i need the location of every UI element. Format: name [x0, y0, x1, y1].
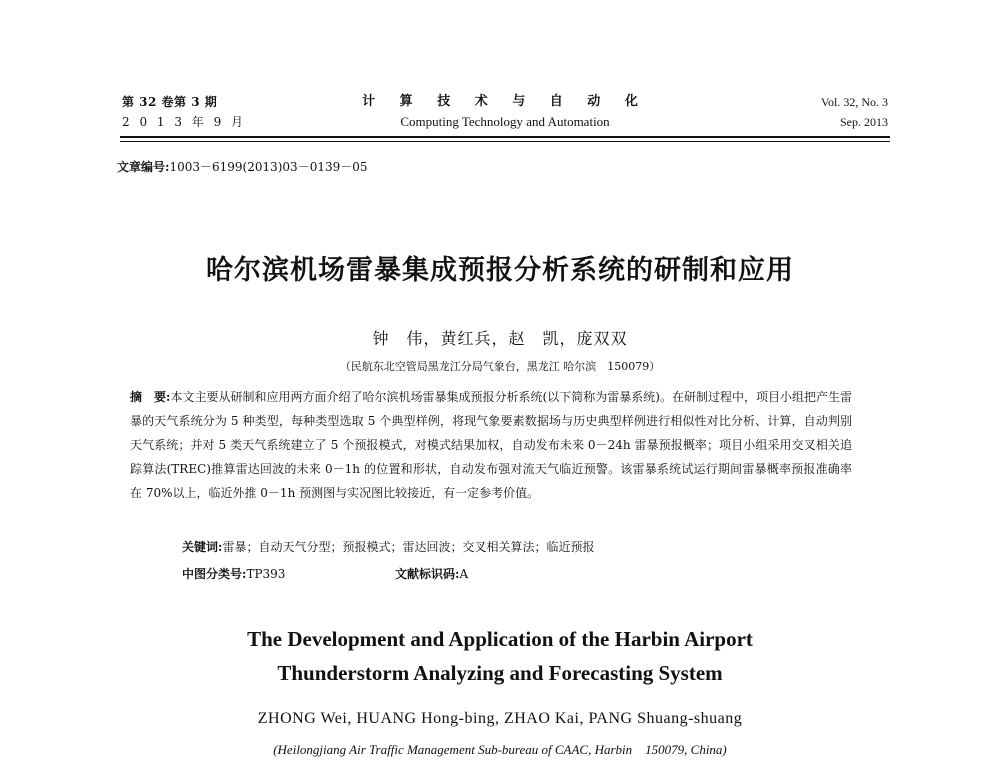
classification-number — [182, 565, 285, 582]
paper-title-en-line2: Thunderstorm Analyzing and Forecasting System — [277, 661, 723, 685]
article-number — [117, 158, 368, 175]
journal-volume-en — [821, 92, 888, 132]
header-rule-thin — [120, 141, 890, 142]
publication-date-en: Sep. 2013 — [840, 115, 888, 129]
keywords-label: 关键词: — [182, 540, 223, 554]
affiliation-cn: （民航东北空管局黑龙江分局气象台，黑龙江 哈尔滨 150079） — [339, 360, 661, 373]
authors-cn: 钟 伟，黄红兵，赵 凯，庞双双 — [372, 329, 628, 348]
volume-issue-cn: 第 32 卷第 3 期 — [122, 95, 218, 109]
journal-volume-cn — [122, 92, 246, 132]
document-code-value: A — [459, 567, 469, 581]
abstract-text: 本文主要从研制和应用两方面介绍了哈尔滨机场雷暴集成预报分析系统(以下简称为雷暴系统)。在研制过程中，项目小组把产生雷暴的天气系统分为 5 种类型，每种类型选取 5 个典型样例，将现气象要素数据场与历史典型样例进行相似性对比分析、计算，自动判别天气系统；并对 5 类天气系统建立了 5 个预报模式，对模式结果加权，自动发布未来 0－24h 雷暴预报概率；项目小组采用交叉相关追踪算法(TREC)推算雷达回波的未来 0－1h 的位置和形状，自动发布强对流天气临近预警。该雷暴系统试运行期间雷暴概率预报准确率在 70%以上，临近外推 0－1h 预测图与实况图比较接近，有一定参考价值。 — [130, 390, 852, 500]
paper-title-cn: 哈尔滨机场雷暴集成预报分析系统的研制和应用 — [206, 255, 794, 286]
paper-title-en — [0, 622, 1000, 690]
abstract-label: 摘 要: — [130, 390, 171, 404]
article-number-value: 1003－6199(2013)03－0139－05 — [169, 160, 368, 174]
keywords-cn — [182, 538, 594, 555]
header-rule-thick — [120, 136, 890, 138]
document-code-label: 文献标识码: — [395, 567, 460, 581]
publication-date-cn: 2 0 1 3 年 9 月 — [122, 115, 247, 129]
affiliation-en: (Heilongjiang Air Traffic Management Sub-bureau of CAAC, Harbin 150079, China) — [273, 742, 727, 757]
journal-name-en: Computing Technology and Automation — [400, 114, 610, 129]
keywords-text: 雷暴；自动天气分型；预报模式；雷达回波；交叉相关算法；临近预报 — [222, 540, 595, 554]
paper-title-en-line1: The Development and Application of the Harbin Airport — [247, 627, 753, 651]
article-number-label: 文章编号: — [117, 160, 170, 174]
abstract-cn — [130, 385, 852, 505]
classification-label: 中图分类号: — [182, 567, 247, 581]
authors-en: ZHONG Wei, HUANG Hong-bing, ZHAO Kai, PANG Shuang-shuang — [257, 710, 743, 727]
classification-value: TP393 — [246, 567, 286, 581]
journal-name-cn: 计 算 技 术 与 自 动 化 — [362, 94, 648, 109]
journal-name — [360, 92, 650, 132]
volume-issue-en: Vol. 32, No. 3 — [820, 95, 888, 109]
document-code — [395, 565, 468, 582]
